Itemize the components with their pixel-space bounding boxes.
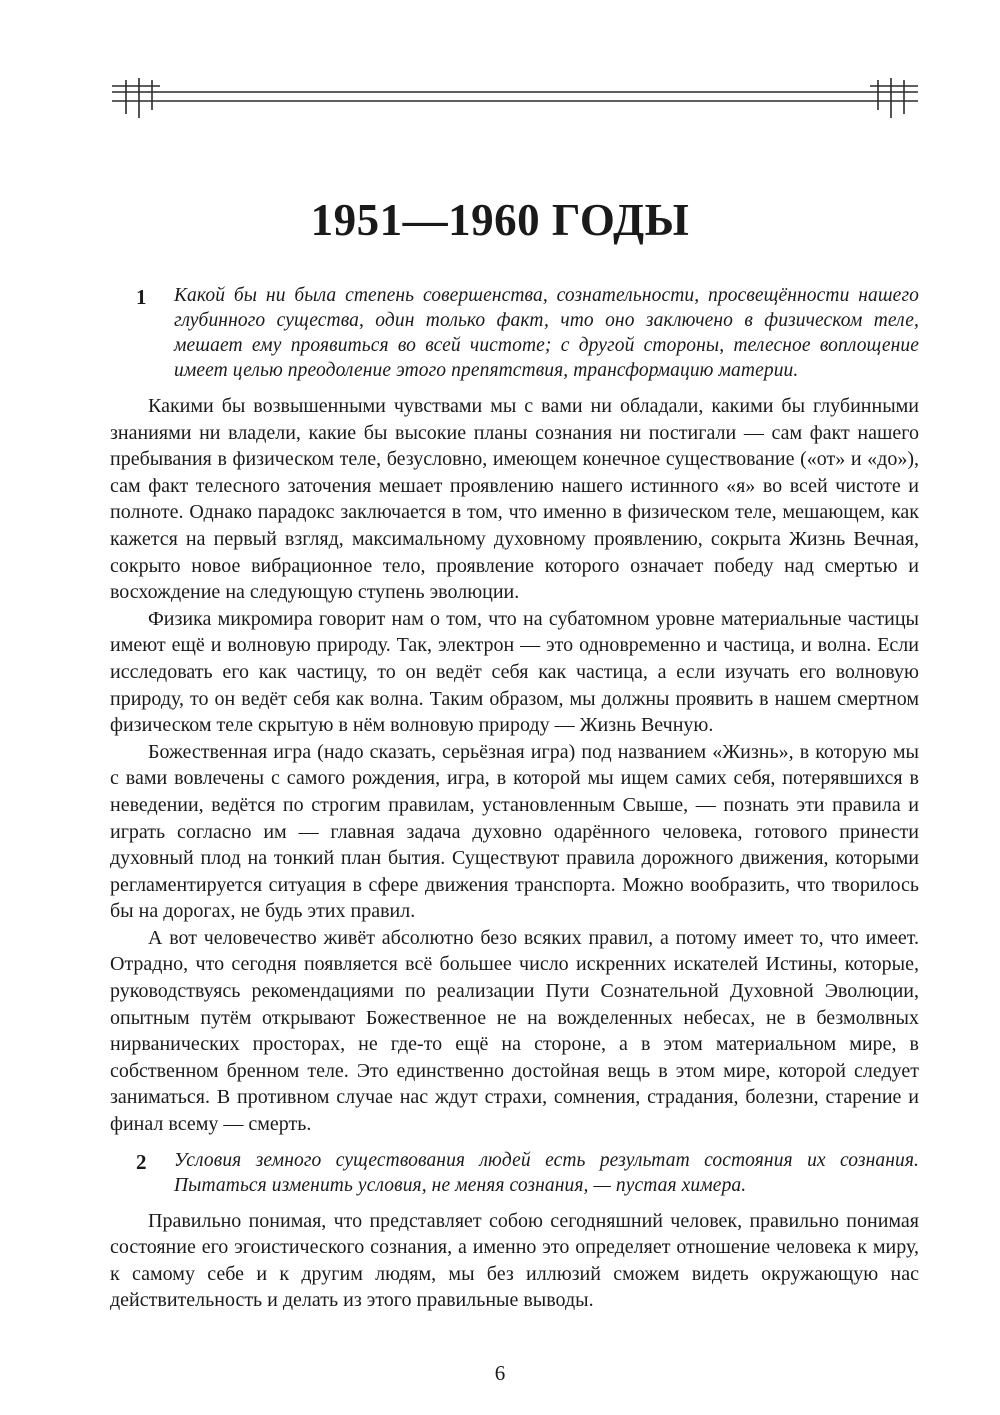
page-content <box>110 283 919 1314</box>
quote-block-2 <box>110 1148 919 1198</box>
commentary-paragraph: Правильно понимая, что представляет собою сегодняшний человек, правильно понимая состояние его эгоистического сознания, а именно это определяет отношение человека к миру, к самому себе и к другим людям, мы без иллюзий сможем видеть окружающую нас действительность и делать из этого правильные выводы. <box>110 1209 919 1312</box>
quote-number-2: 2 <box>136 1149 147 1174</box>
quote-block-1 <box>110 283 919 383</box>
quote-number-1: 1 <box>136 285 147 309</box>
page-number: 6 <box>494 1361 506 1385</box>
quote-text-2: Условия земного существования людей есть результат состояния их сознания. Пытаться изменить условия, не меняя сознания, — пустая химера. <box>174 1149 919 1196</box>
quote-text-1: Какой бы ни была степень совершенства, сознательности, просвещённости нашего глубинного существа, один только факт, что оно заключено в физическом теле, мешает ему проявиться во всей чистоте; с другой стороны, телесное воплощение имеет целью преодоление этого препятствия, трансформацию материи. <box>174 285 919 381</box>
commentary-paragraph: Какими бы возвышенными чувствами мы с вами ни обладали, какими бы глубинными знаниями ни владели, какие бы высокие планы сознания ни постигали — сам факт нашего пребывания в физическом теле, безусловно, имеющем конечное существование («от» и «до»), сам факт телесного заточения мешает проявлению нашего истинного «я» во всей чистоте и полноте. Однако парадокс заключается в том, что именно в физическом теле, мешающем, как кажется на первый взгляд, максимальному духовному проявлению, сокрыта Жизнь Вечная, сокрыто новое вибрационное тело, проявление которого означает победу над смертью и восхождение на следующую ступень эволюции. <box>110 395 919 604</box>
header-ornament <box>112 76 918 120</box>
commentary-paragraph: Божественная игра (надо сказать, серьёзная игра) под названием «Жизнь», в которую мы с вами вовлечены с самого рождения, игра, в которой мы ищем самих себя, потерявшихся в неведении, ведётся по строгим правилам, установленным Свыше, — познать эти правила и играть согласно им — главная задача духовно одарённого человека, готового принести духовный плод на тонкий план бытия. Существуют правила дорожного движения, которыми регламентируется ситуация в сфере движения транспорта. Можно вообразить, что творилось бы на дорогах, не будь этих правил. <box>110 740 919 923</box>
commentary-paragraph: Физика микромира говорит нам о том, что на субатомном уровне материальные частицы имеют ещё и волновую природу. Так, электрон — это одновременно и частица, и волна. Если исследовать его как частицу, то он ведёт себя как частица, а если изучать его волновую природу, то он ведёт себя как волна. Таким образом, мы должны проявить в нашем смертном физическом теле скрытую в нём волновую природу — Жизнь Вечную. <box>110 607 919 737</box>
commentary-paragraph: А вот человечество живёт абсолютно безо всяких правил, а потому имеет то, что имеет. Отрадно, что сегодня появляется всё большее число искренних искателей Истины, которые, руководствуясь рекомендациями по реализации Пути Сознательной Духовной Эволюции, опытным путём открывают Божественное не на вожделенных небесах, не в безмолвных нирванических просторах, не где-то ещё на стороне, а в этом материальном мире, в собственном бренном теле. Это единственно достойная вещь в этом мире, которой следует заниматься. В противном случае нас ждут страхи, сомнения, страдания, болезни, старение и финал всему — смерть. <box>110 926 919 1136</box>
chapter-title: 1951—1960 ГОДЫ <box>310 195 690 245</box>
